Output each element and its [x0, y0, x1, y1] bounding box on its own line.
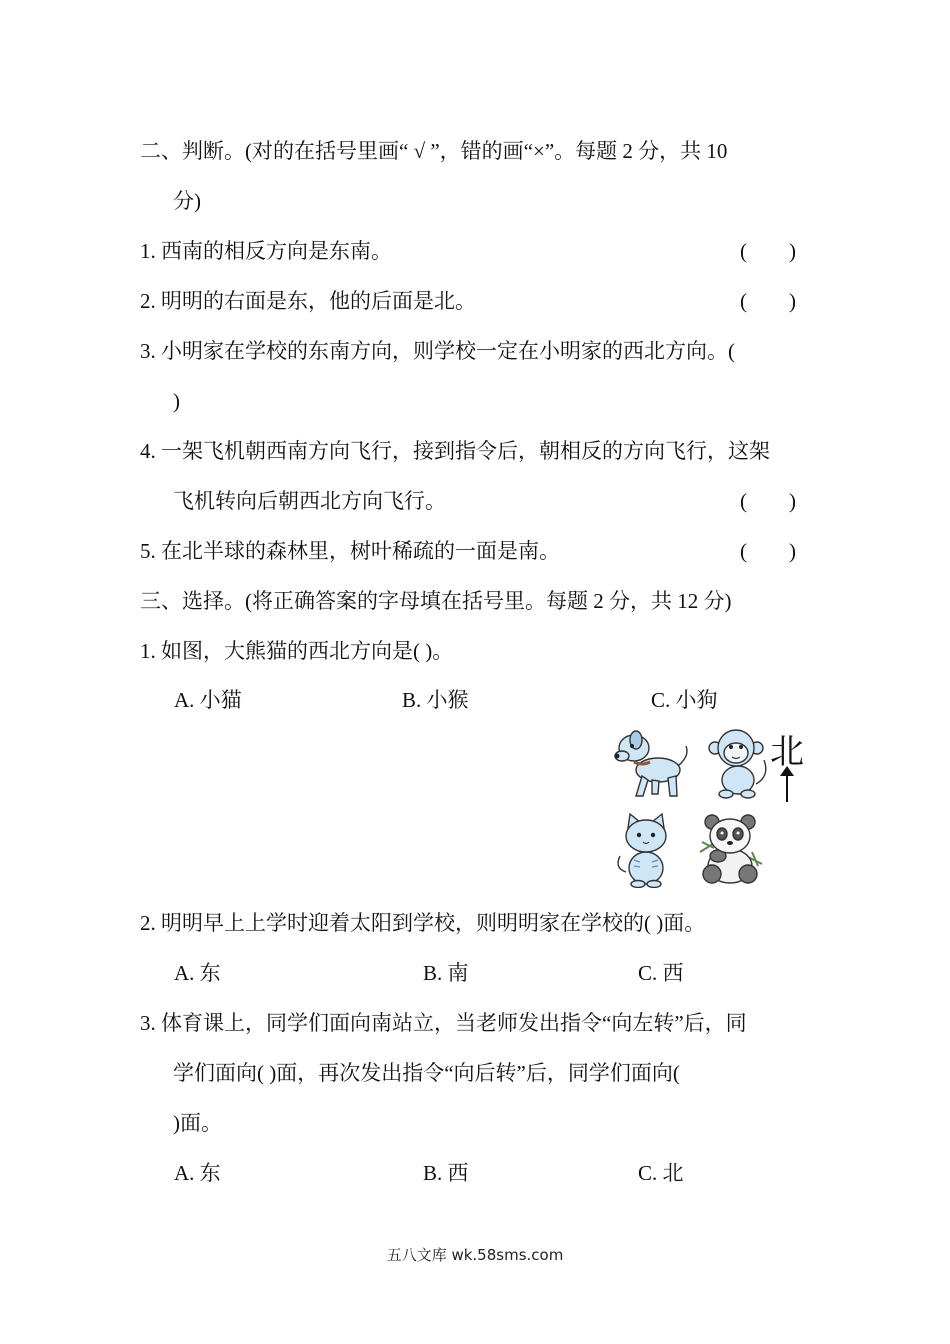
section3-heading: 三、选择。(将正确答案的字母填在括号里。每题 2 分，共 12 分) — [140, 589, 732, 613]
judge-question-1: 1. 西南的相反方向是东南。 — [140, 239, 392, 263]
choice-question-3-line2: 学们面向( )面，再次发出指令“向后转”后，同学们面向( — [173, 1061, 680, 1085]
q1-option-b[interactable]: B. 小猴 — [402, 688, 469, 712]
dog-icon — [612, 726, 690, 800]
judge-question-2: 2. 明明的右面是东，他的后面是北。 — [140, 289, 476, 313]
cat-icon — [614, 812, 676, 888]
answer-paren-5[interactable]: ( ) — [740, 539, 796, 563]
section2-heading-line1: 二、判断。(对的在括号里画“ √ ”，错的画“×”。每题 2 分，共 10 — [140, 139, 728, 163]
judge-question-5: 5. 在北半球的森林里，树叶稀疏的一面是南。 — [140, 539, 560, 563]
north-label: 北 — [770, 732, 804, 772]
footer-watermark: 五八文库 wk.58sms.com — [386, 1246, 564, 1264]
q2-option-a[interactable]: A. 东 — [174, 961, 221, 985]
choice-question-1: 1. 如图，大熊猫的西北方向是( )。 — [140, 639, 454, 663]
q3-option-a[interactable]: A. 东 — [174, 1161, 221, 1185]
q1-option-a[interactable]: A. 小猫 — [174, 688, 242, 712]
answer-paren-1[interactable]: ( ) — [740, 239, 796, 263]
answer-paren-4[interactable]: ( ) — [740, 489, 796, 513]
judge-question-4-line1: 4. 一架飞机朝西南方向飞行，接到指令后，朝相反的方向飞行，这架 — [140, 439, 770, 463]
monkey-icon — [704, 726, 772, 800]
q1-option-c[interactable]: C. 小狗 — [651, 688, 718, 712]
choice-question-2: 2. 明明早上上学时迎着太阳到学校，则明明家在学校的( )面。 — [140, 911, 706, 935]
q3-option-c[interactable]: C. 北 — [638, 1161, 684, 1185]
answer-paren-2[interactable]: ( ) — [740, 289, 796, 313]
judge-question-3-line2: ) — [173, 389, 180, 413]
judge-question-4-line2: 飞机转向后朝西北方向飞行。 — [173, 489, 446, 513]
q3-option-b[interactable]: B. 西 — [423, 1161, 469, 1185]
q2-option-b[interactable]: B. 南 — [423, 961, 469, 985]
choice-question-3-line1: 3. 体育课上，同学们面向南站立，当老师发出指令“向左转”后，同 — [140, 1011, 747, 1035]
section2-heading-line2: 分) — [173, 189, 201, 213]
q2-option-c[interactable]: C. 西 — [638, 961, 684, 985]
panda-icon — [696, 812, 764, 886]
choice-question-3-line3: )面。 — [173, 1111, 222, 1135]
judge-question-3-line1: 3. 小明家在学校的东南方向，则学校一定在小明家的西北方向。( — [140, 339, 735, 363]
